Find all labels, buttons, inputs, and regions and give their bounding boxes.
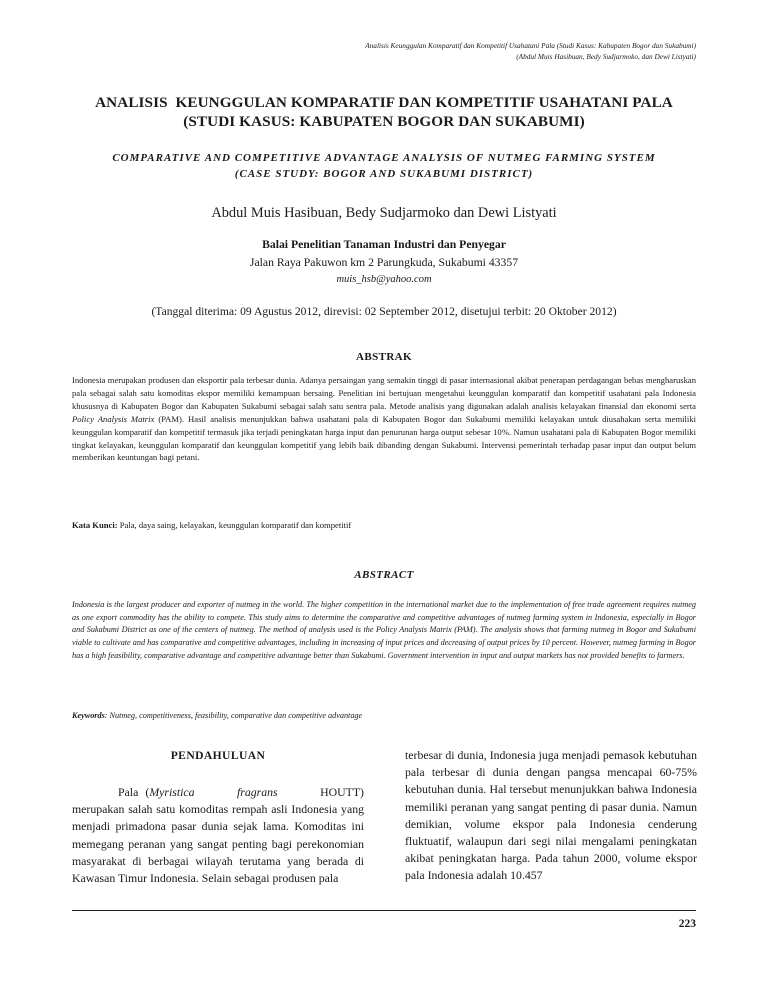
author-list: Abdul Muis Hasibuan, Bedy Sudjarmoko dan Dewi Listyati [211,205,557,221]
page-number: 223 [678,918,696,930]
paragraph-text-rest: HOUTT) merupakan salah satu komoditas rempah asli Indonesia yang menjadi primadona pasar dunia sejak lama. Komoditas ini memegang peranan yang sangat penting bagi perekonomian masyarakat di berbagai wilayah terutama yang berada di Kawasan Timur Indonesia. Selain sebagai produsen pala [72,785,367,886]
kata-kunci [72,520,696,530]
subtitle-line-2: (CASE STUDY: BOGOR AND SUKABUMI DISTRICT) [234,168,534,180]
submission-dates: (Tanggal diterima: 09 Agustus 2012, direvisi: 02 September 2012, disetujui terbit: 20 Oktober 2012) [151,305,617,318]
pendahuluan-paragraph-1 [72,784,367,887]
kata-kunci-values: Pala, daya saing, kelayakan, keunggulan komparatif dan kompetitif [117,520,352,530]
body-column-right [405,747,697,885]
abstrak-text-italic: Policy Analysis Matrix [72,413,155,424]
footer-rule [72,910,696,911]
running-header-title: Analisis Keunggulan Komparatif dan Kompetitif Usahatani Pala (Studi Kasus: Kabupaten Bogor dan Sukabumi) [365,41,696,50]
abstrak-body [72,374,696,464]
subtitle-line-1: COMPARATIVE AND COMPETITIVE ADVANTAGE ANALYSIS OF NUTMEG FARMING SYSTEM [112,152,656,164]
paper-subtitle-english [40,150,728,182]
keywords-label: Keywords [72,711,105,720]
abstract-heading: ABSTRACT [354,569,414,581]
institution-address: Jalan Raya Pakuwon km 2 Parungkuda, Sukabumi 43357 [249,256,519,269]
author-email: muis_hsb@yahoo.com [336,274,432,285]
paper-title-line-2: (STUDI KASUS: KABUPATEN BOGOR DAN SUKABUMI) [183,113,585,130]
body-column-left [72,747,367,887]
running-header [76,40,696,62]
paragraph-text-start: Pala ( [118,785,150,799]
abstrak-heading: ABSTRAK [356,351,412,363]
pendahuluan-paragraph-continued: terbesar di dunia, Indonesia juga menjadi pemasok kebutuhan pala terbesar di dunia dengan pangsa mencapai 60-75% kebutuhan dunia. Hal tersebut menunjukkan bahwa Indonesia memiliki peranan yang sangat penting di pasar dunia. Namun demikian, volume ekspor pala Indonesia cenderung fluktuatif, walaupun dari segi nilai mengalami peningkatan akibat peningkatan harga. Pada tahun 2000, volume ekspor pala Indonesia adalah 10.457 [405,748,697,883]
abstrak-text-part-2: (PAM). Hasil analisis menunjukkan bahwa usahatani pala di Kabupaten Bogor dan Sukabumi memiliki kelayakan untuk diusahakan serta memiliki keunggulan komparatif dan kompetitif termasuk jika terjadi peningkatan harga input dan penurunan harga output sebesar 10%. Namun usahatani pala di Kabupaten Bogor memiliki tingkat kelayakan, keunggulan komparatif dan keunggulan kompetitif yang lebih baik dibanding dengan Sukabumi. Intervensi pemerintah terhadap pasar input dan output belum memberikan keuntungan bagi petani. [72,413,697,463]
paper-title [40,93,728,131]
keywords-values: : Nutmeg, competitiveness, feasibility, comparative dan competitive advantage [104,711,363,720]
keywords [72,711,696,720]
species-name: Myristica fragrans [149,785,278,799]
abstract-body: Indonesia is the largest producer and exporter of nutmeg in the world. The higher competition in the international market due to the implementation of free trade agreement requires nutmeg as one export commodity has the ability to compete. This study aims to determine the comparative and competitive advantages of nutmeg farming system in Indonesia, especially in Bogor and Sukabumi District as one of the centers of nutmeg. The method of analysis used is the Policy Analysis Matrix (PAM). The analysis shows that farming nutmeg in Bogor and Sukabumi viable to cultivate and has comparative and competitive advantages, including in increasing of input prices and decreasing of output prices by 10 percent. However, nutmeg farming in Bogor has a high feasibility, comparative advantage and competitive advantage better than Sukabumi. Government intervention in input and output markets has not provided benefits to farmers. [72,600,696,660]
abstrak-text-part-1: Indonesia merupakan produsen dan eksportir pala terbesar dunia. Adanya persaingan yang semakin tinggi di pasar internasional akibat penerapan perdagangan bebas mengharuskan pala sebagai salah satu komoditas ekspor memiliki kemampuan bersaing. Penelitian ini bertujuan mengetahui keunggulan komparatif dan kompetitif usahatani pala Indonesia khususnya di Kabupaten Bogor dan Kabupaten Sukabumi sebagai salah satu sentra pala. Metode analisis yang digunakan adalah analisis kelayakan finansial dan ekonomi serta [72,375,696,411]
paper-title-line-1: ANALISIS KEUNGGULAN KOMPARATIF DAN KOMPETITIF USAHATANI PALA [95,94,673,111]
running-header-authors: (Abdul Muis Hasibuan, Bedy Sudjarmoko, dan Dewi Listyati) [516,52,696,61]
pendahuluan-heading: PENDAHULUAN [170,749,266,762]
institution-name: Balai Penelitian Tanaman Industri dan Penyegar [262,238,506,251]
kata-kunci-label: Kata Kunci: [72,520,118,530]
